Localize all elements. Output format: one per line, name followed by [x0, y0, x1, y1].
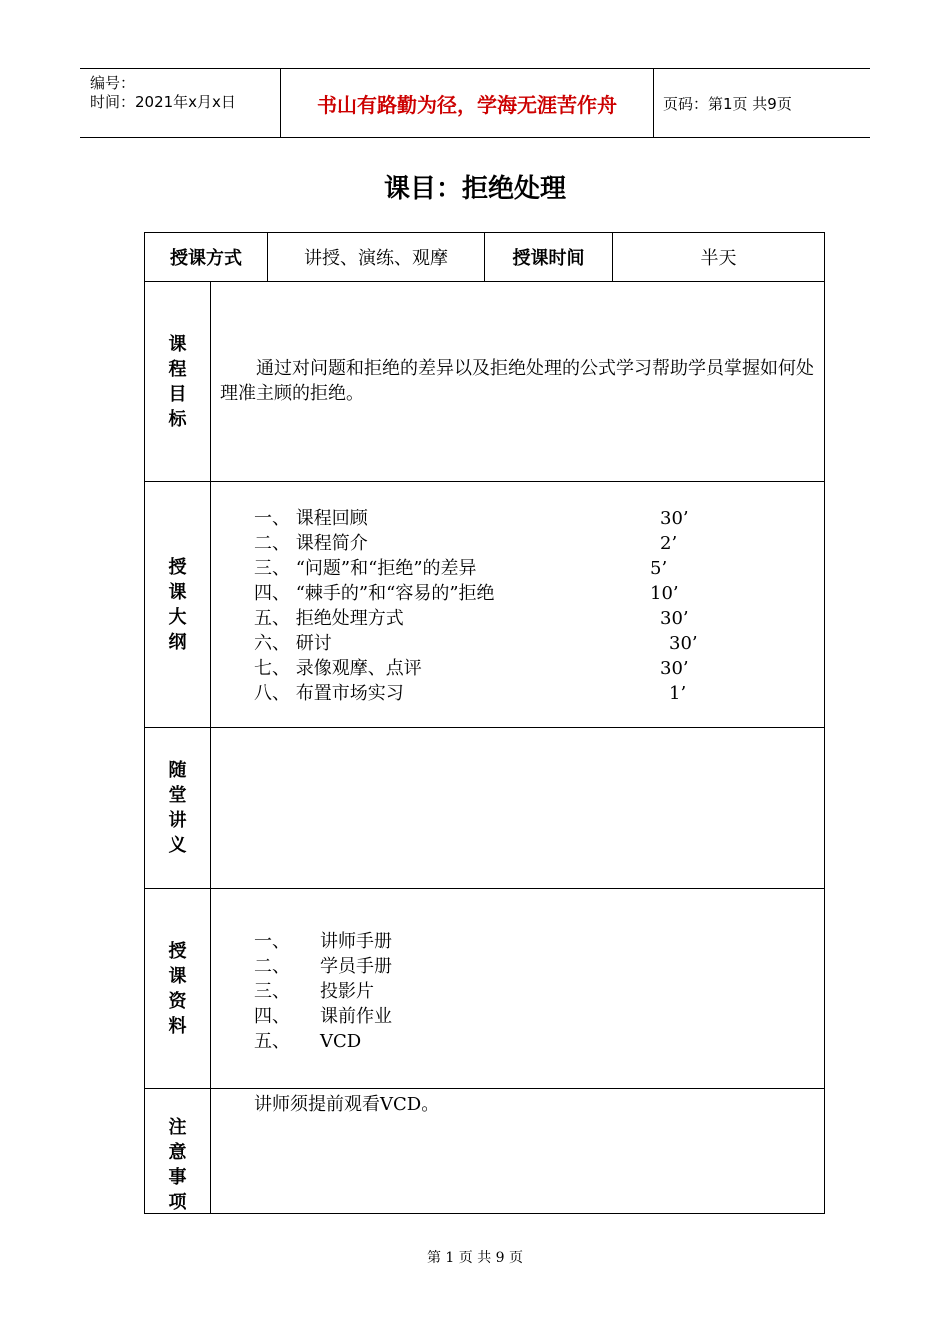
list-item: 五、 拒绝处理方式 — [254, 608, 404, 629]
outline-time: 10’ — [650, 583, 679, 604]
list-item: 五、 — [254, 1031, 290, 1052]
material-text: 学员手册 — [320, 956, 392, 977]
outline-time: 30’ — [660, 508, 689, 529]
list-item: 一、 课程回顾 — [254, 508, 368, 529]
list-item: 三、 — [254, 981, 290, 1002]
list-item: 六、 研讨 — [254, 633, 332, 654]
method-label: 授课方式 — [170, 248, 242, 269]
list-item: 七、 录像观摩、点评 — [254, 658, 422, 679]
method-value: 讲授、演练、观摩 — [304, 248, 448, 269]
time-label: 授课时间 — [512, 248, 585, 269]
list-item: 四、 “棘手的”和“容易的”拒绝 — [254, 583, 495, 604]
notes-text: 讲师须提前观看VCD。 — [254, 1094, 440, 1115]
outline-time: 5’ — [650, 558, 668, 579]
objective-text: 通过对问题和拒绝的差异以及拒绝处理的公式学习帮助学员掌握如何处理准主顾的拒绝。 — [220, 358, 814, 404]
outline-time: 1’ — [669, 683, 687, 704]
page-header — [80, 68, 870, 138]
notes-label: 注 意 事 项 — [168, 1117, 187, 1213]
list-item: 四、 — [254, 1006, 290, 1027]
list-item: 八、 布置市场实习 — [254, 683, 404, 704]
outline-time: 30’ — [660, 658, 689, 679]
header-motto: 书山有路勤为径，学海无涯苦作舟 — [281, 69, 654, 137]
outline-time: 30’ — [669, 633, 698, 654]
list-item: 三、 “问题”和“拒绝”的差异 — [254, 558, 477, 579]
objective-label: 课 程 目 标 — [168, 333, 187, 430]
list-item: 二、 课程简介 — [254, 533, 368, 554]
list-item: 二、 — [254, 956, 290, 977]
header-meta — [80, 69, 281, 137]
header-page-info: 页码：第1页 共9页 — [663, 94, 792, 113]
page-title: 课目：拒绝处理 — [383, 174, 566, 204]
material-text: 讲师手册 — [320, 931, 392, 952]
time-label: 时间：2021年x月x日 — [90, 93, 236, 111]
outline-time: 2’ — [660, 533, 678, 554]
number-label: 编号： — [90, 74, 136, 92]
outline-time: 30’ — [660, 608, 689, 629]
list-item: 一、 — [254, 931, 290, 952]
material-text: 课前作业 — [320, 1006, 392, 1027]
handout-label: 随 堂 讲 义 — [168, 760, 187, 856]
materials-label: 授 课 资 料 — [168, 940, 187, 1037]
page-footer: 第 1 页 共 9 页 — [426, 1250, 524, 1266]
time-value: 半天 — [700, 248, 737, 269]
material-text: VCD — [320, 1031, 362, 1052]
outline-label: 授 课 大 纲 — [168, 556, 187, 653]
material-text: 投影片 — [320, 981, 374, 1002]
